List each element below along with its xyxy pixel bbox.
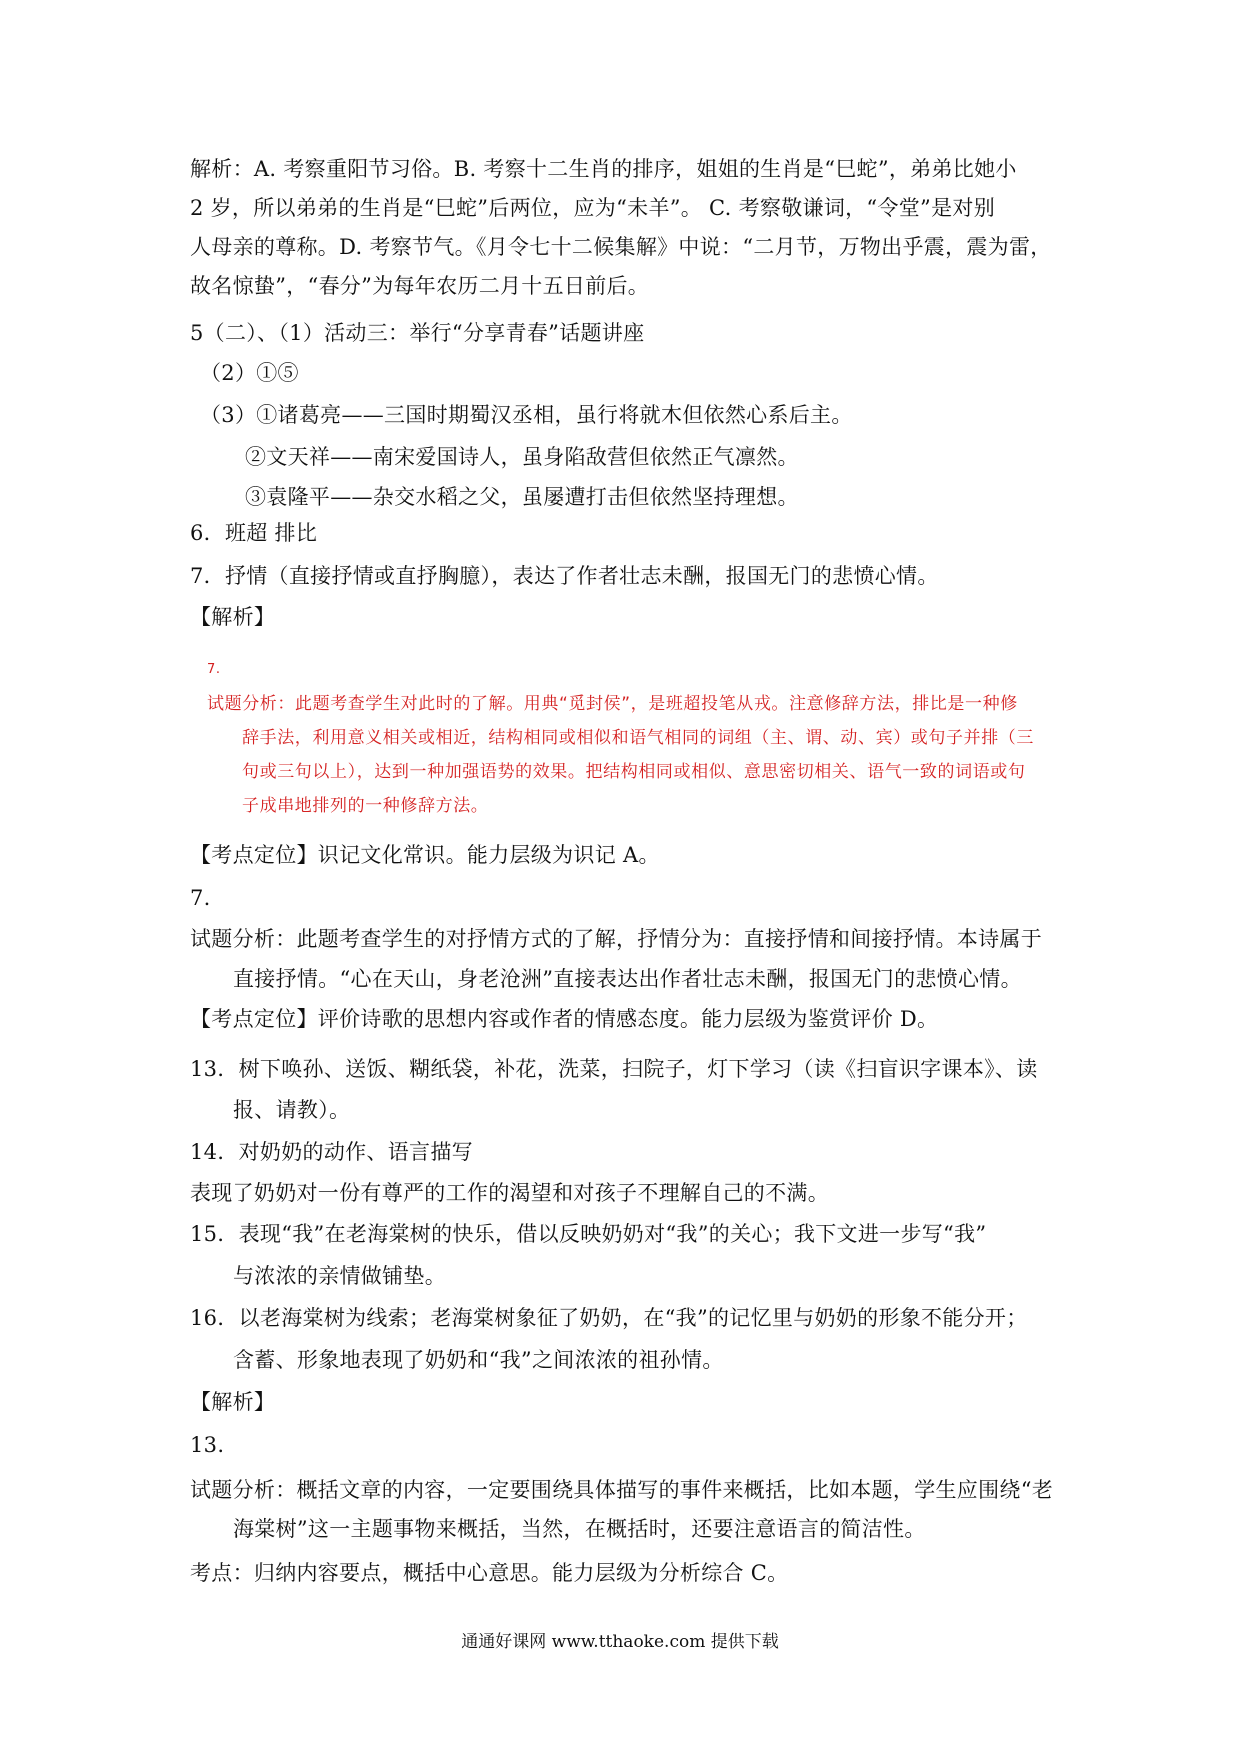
text-line: 7. bbox=[190, 886, 211, 910]
text-line: （2）①⑤ bbox=[200, 361, 299, 385]
red-annotation: 子成串地排列的一种修辞方法。 bbox=[242, 796, 489, 816]
text-line: 含蓄、形象地表现了奶奶和“我”之间浓浓的祖孙情。 bbox=[233, 1348, 724, 1372]
section-heading: 【解析】 bbox=[190, 1390, 276, 1414]
text-line: 故名惊蛰”，“春分”为每年农历二月十五日前后。 bbox=[190, 274, 650, 298]
text-line: 海棠树”这一主题事物来概括，当然，在概括时，还要注意语言的简洁性。 bbox=[233, 1517, 926, 1541]
text-line: 6．班超 排比 bbox=[190, 521, 318, 545]
page-footer: 通通好课网 www.tthaoke.com 提供下载 bbox=[461, 1632, 779, 1652]
text-line: 13. bbox=[190, 1433, 225, 1457]
text-line: 【考点定位】评价诗歌的思想内容或作者的情感态度。能力层级为鉴赏评价 D。 bbox=[190, 1007, 939, 1031]
text-line: 2 岁，所以弟弟的生肖是“巳蛇”后两位，应为“未羊”。 C. 考察敬谦词，“令堂”是对别 bbox=[190, 196, 995, 220]
text-line: 15．表现“我”在老海棠树的快乐，借以反映奶奶对“我”的关心；我下文进一步写“我” bbox=[190, 1222, 987, 1246]
text-line: 13．树下唤孙、送饭、糊纸袋，补花，洗菜，扫院子，灯下学习（读《扫盲识字课本》、读 bbox=[190, 1057, 1038, 1081]
text-line: 直接抒情。“心在天山，身老沧洲”直接表达出作者壮志未酬，报国无门的悲愤心情。 bbox=[233, 967, 1022, 991]
text-line: ③袁隆平——杂交水稻之父，虽屡遭打击但依然坚持理想。 bbox=[245, 485, 799, 509]
text-line: 与浓浓的亲情做铺垫。 bbox=[233, 1264, 446, 1288]
text-line: 解析：A. 考察重阳节习俗。B. 考察十二生肖的排序，姐姐的生肖是“巳蛇”，弟弟比她小 bbox=[190, 157, 1017, 181]
text-line: 表现了奶奶对一份有尊严的工作的渴望和对孩子不理解自己的不满。 bbox=[190, 1181, 829, 1205]
text-line: 人母亲的尊称。D. 考察节气。《月令七十二候集解》中说：“二月节，万物出乎震，震为雷， bbox=[190, 235, 1052, 259]
text-line: 试题分析：此题考查学生的对抒情方式的了解，抒情分为：直接抒情和间接抒情。本诗属于 bbox=[190, 927, 1042, 951]
text-line: 考点：归纳内容要点，概括中心意思。能力层级为分析综合 C。 bbox=[190, 1561, 789, 1585]
text-line: 试题分析：概括文章的内容，一定要围绕具体描写的事件来概括，比如本题，学生应围绕“老 bbox=[190, 1478, 1054, 1502]
red-annotation: 辞手法，利用意义相关或相近，结构相同或相似和语气相同的词组（主、谓、动、宾）或句子并排（三 bbox=[242, 728, 1034, 748]
text-line: 【考点定位】识记文化常识。能力层级为识记 A。 bbox=[190, 843, 660, 867]
text-line: 5（二）、（1）活动三：举行“分享青春”话题讲座 bbox=[190, 321, 645, 345]
red-annotation: 试题分析：此题考查学生对此时的了解。用典“觅封侯”，是班超投笔从戎。注意修辞方法，排比是一种修 bbox=[207, 694, 1018, 714]
text-line: 16．以老海棠树为线索；老海棠树象征了奶奶，在“我”的记忆里与奶奶的形象不能分开； bbox=[190, 1306, 1028, 1330]
text-line: 7．抒情（直接抒情或直抒胸臆），表达了作者壮志未酬，报国无门的悲愤心情。 bbox=[190, 564, 939, 588]
section-heading: 【解析】 bbox=[190, 605, 276, 629]
text-line: 14．对奶奶的动作、语言描写 bbox=[190, 1140, 473, 1164]
text-line: ②文天祥——南宋爱国诗人，虽身陷敌营但依然正气凛然。 bbox=[245, 445, 799, 469]
red-annotation: 句或三句以上），达到一种加强语势的效果。把结构相同或相似、意思密切相关、语气一致的词语或句 bbox=[242, 762, 1026, 782]
text-line: （3）①诸葛亮——三国时期蜀汉丞相，虽行将就木但依然心系后主。 bbox=[200, 403, 853, 427]
text-line: 报、请教）。 bbox=[233, 1098, 351, 1122]
red-annotation: 7. bbox=[207, 662, 221, 677]
